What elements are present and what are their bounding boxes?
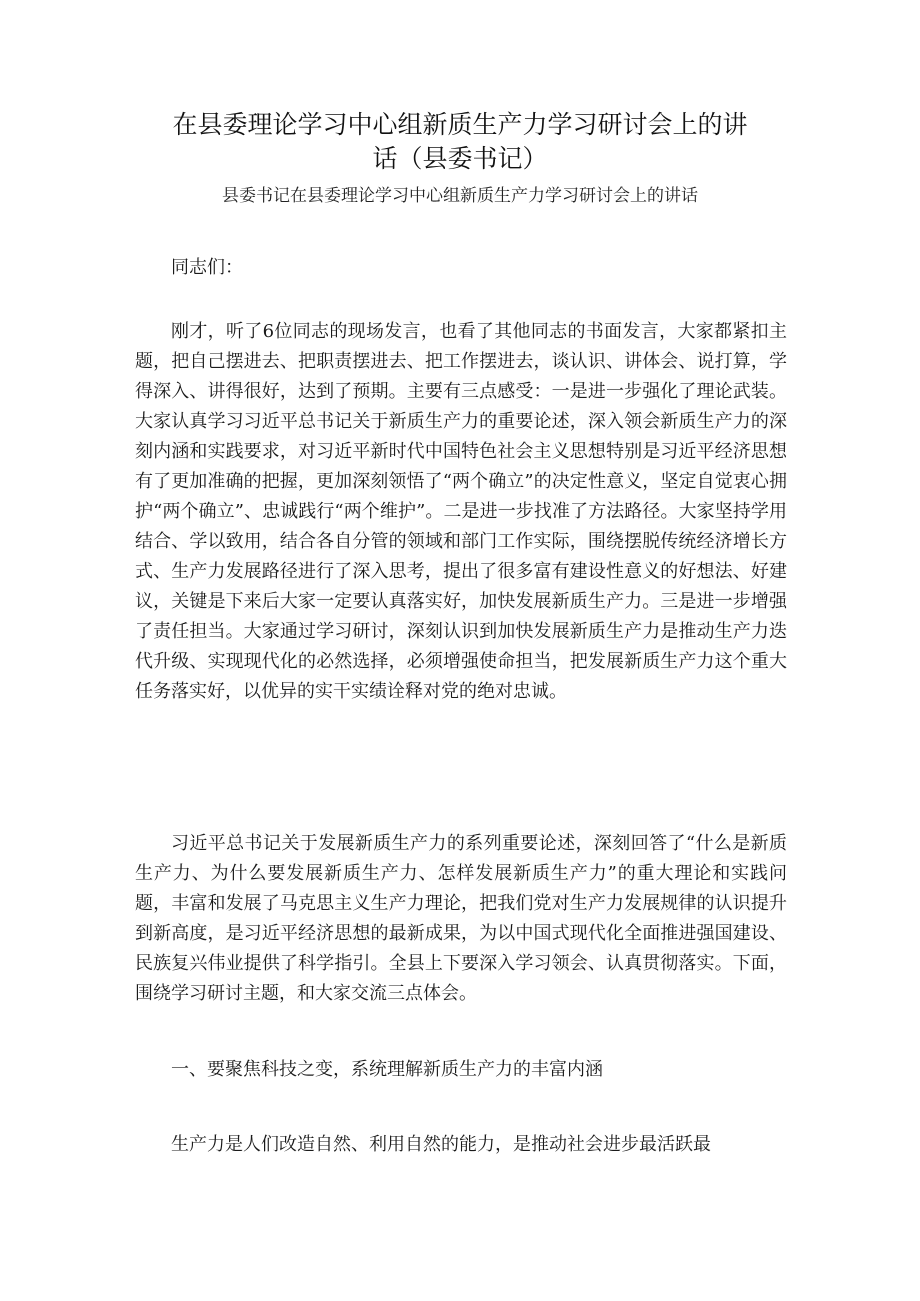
section-heading-1: 一、要聚焦科技之变，系统理解新质生产力的丰富内涵 xyxy=(171,1059,603,1080)
title-line-2: 话（县委书记） xyxy=(372,144,548,173)
paragraph-1: 刚才，听了6位同志的现场发言，也看了其他同志的书面发言，大家都紧扣主题，把自己摆进去、把职责摆进去、把工作摆进去，谈认识、讲体会、说打算，学得深入、讲得很好，达到了预期。主要有三点感受：一是进一步强化了理论武装。大家认真学习习近平总书记关于新质生产力的重要论述，深入领会新质生产力的深刻内涵和实践要求，对习近平新时代中国特色社会主义思想特别是习近平经济思想有了更加准确的把握，更加深刻领悟了“两个确立”的决定性意义，坚定自觉衷心拥护“两个确立”、忠诚践行“两个维护”。二是进一步找准了方法路径。大家坚持学用结合、学以致用，结合各自分管的领域和部门工作实际，围绕摆脱传统经济增长方式、生产力发展路径进行了深入思考，提出了很多富有建设性意义的好想法、好建议，关键是下来后大家一定要认真落实好，加快发展新质生产力。三是进一步增强了责任担当。大家通过学习研讨，深刻认识到加快发展新质生产力是推动生产力迭代升级、实现现代化的必然选择，必须增强使命担当，把发展新质生产力这个重大任务落实好，以优异的实干实绩诠释对党的绝对忠诚。 xyxy=(135,321,787,702)
salutation: 同志们： xyxy=(171,257,243,278)
document-subtitle: 县委书记在县委理论学习中心组新质生产力学习研讨会上的讲话 xyxy=(222,186,698,206)
paragraph-2: 习近平总书记关于发展新质生产力的系列重要论述，深刻回答了“什么是新质生产力、为什么要发展新质生产力、怎样发展新质生产力”的重大理论和实践问题，丰富和发展了马克思主义生产力理论，把我们党对生产力发展规律的认识提升到新高度，是习近平经济思想的最新成果，为以中国式现代化全面推进强国建设、民族复兴伟业提供了科学指引。全县上下要深入学习领会、认真贯彻落实。下面，围绕学习研讨主题，和大家交流三点体会。 xyxy=(135,833,787,1004)
paragraph-3: 生产力是人们改造自然、利用自然的能力，是推动社会进步最活跃最 xyxy=(171,1134,711,1155)
title-line-1: 在县委理论学习中心组新质生产力学习研讨会上的讲 xyxy=(172,110,748,139)
document-title xyxy=(130,108,790,176)
